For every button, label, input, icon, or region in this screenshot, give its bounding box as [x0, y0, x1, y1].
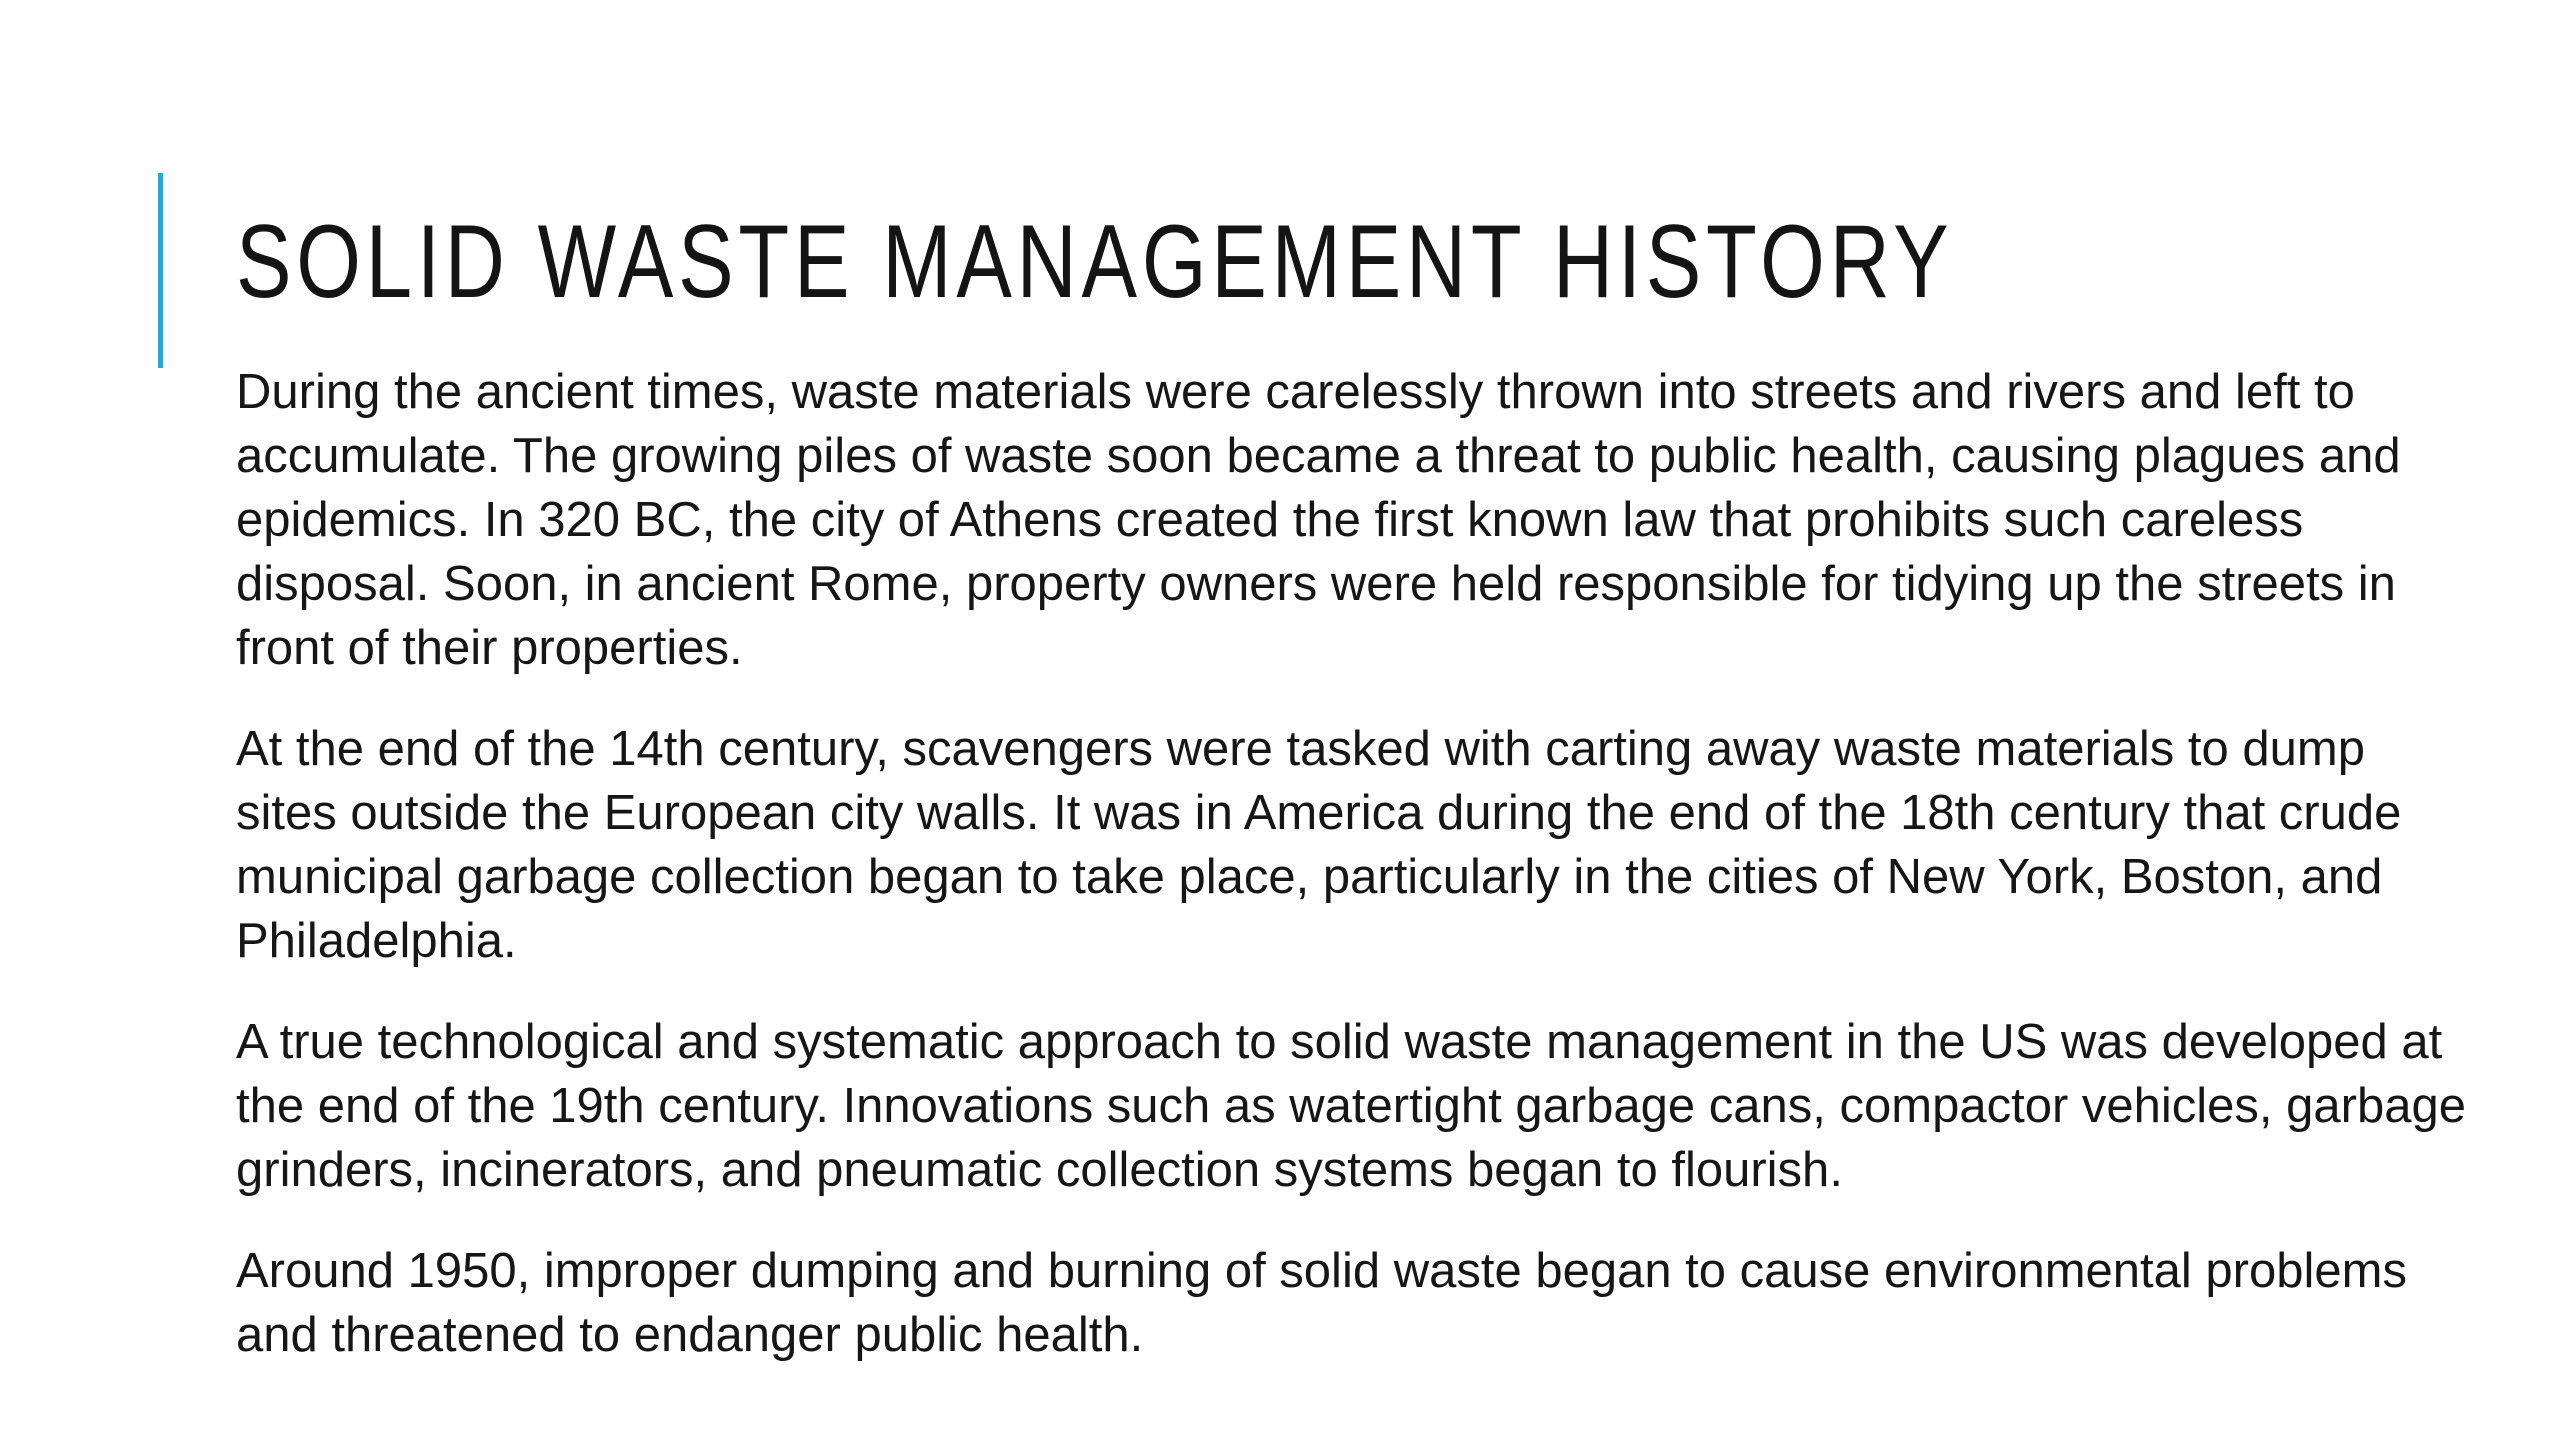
paragraph-14th-century: At the end of the 14th century, scavengers were tasked with carting away waste materials to dump sites outside the European city walls. It was in America during the end of the 18th century that crude municipal garbage collection began to take place, particularly in the cities of New York, Boston, and Philadelphia.: [236, 722, 2402, 968]
title-accent-bar: [158, 173, 163, 368]
slide-body: [236, 360, 2476, 1404]
slide-title: SOLID WASTE MANAGEMENT HISTORY: [236, 204, 1954, 320]
paragraph-ancient-times: During the ancient times, waste materials were carelessly thrown into streets and rivers and left to accumulate. The growing piles of waste soon became a threat to public health, causing plagues and epidemics. In 320 BC, the city of Athens created the first known law that prohibits such careless disposal. Soon, in ancient Rome, property owners were held responsible for tidying up the streets in front of their properties.: [236, 365, 2401, 675]
paragraph-1950: Around 1950, improper dumping and burning of solid waste began to cause environmental problems and threatened to endanger public health.: [236, 1244, 2407, 1362]
paragraph-19th-century: A true technological and systematic approach to solid waste management in the US was developed at the end of the 19th century. Innovations such as watertight garbage cans, compactor vehicles, garbage grinders, incinerators, and pneumatic collection systems began to flourish.: [236, 1015, 2466, 1197]
